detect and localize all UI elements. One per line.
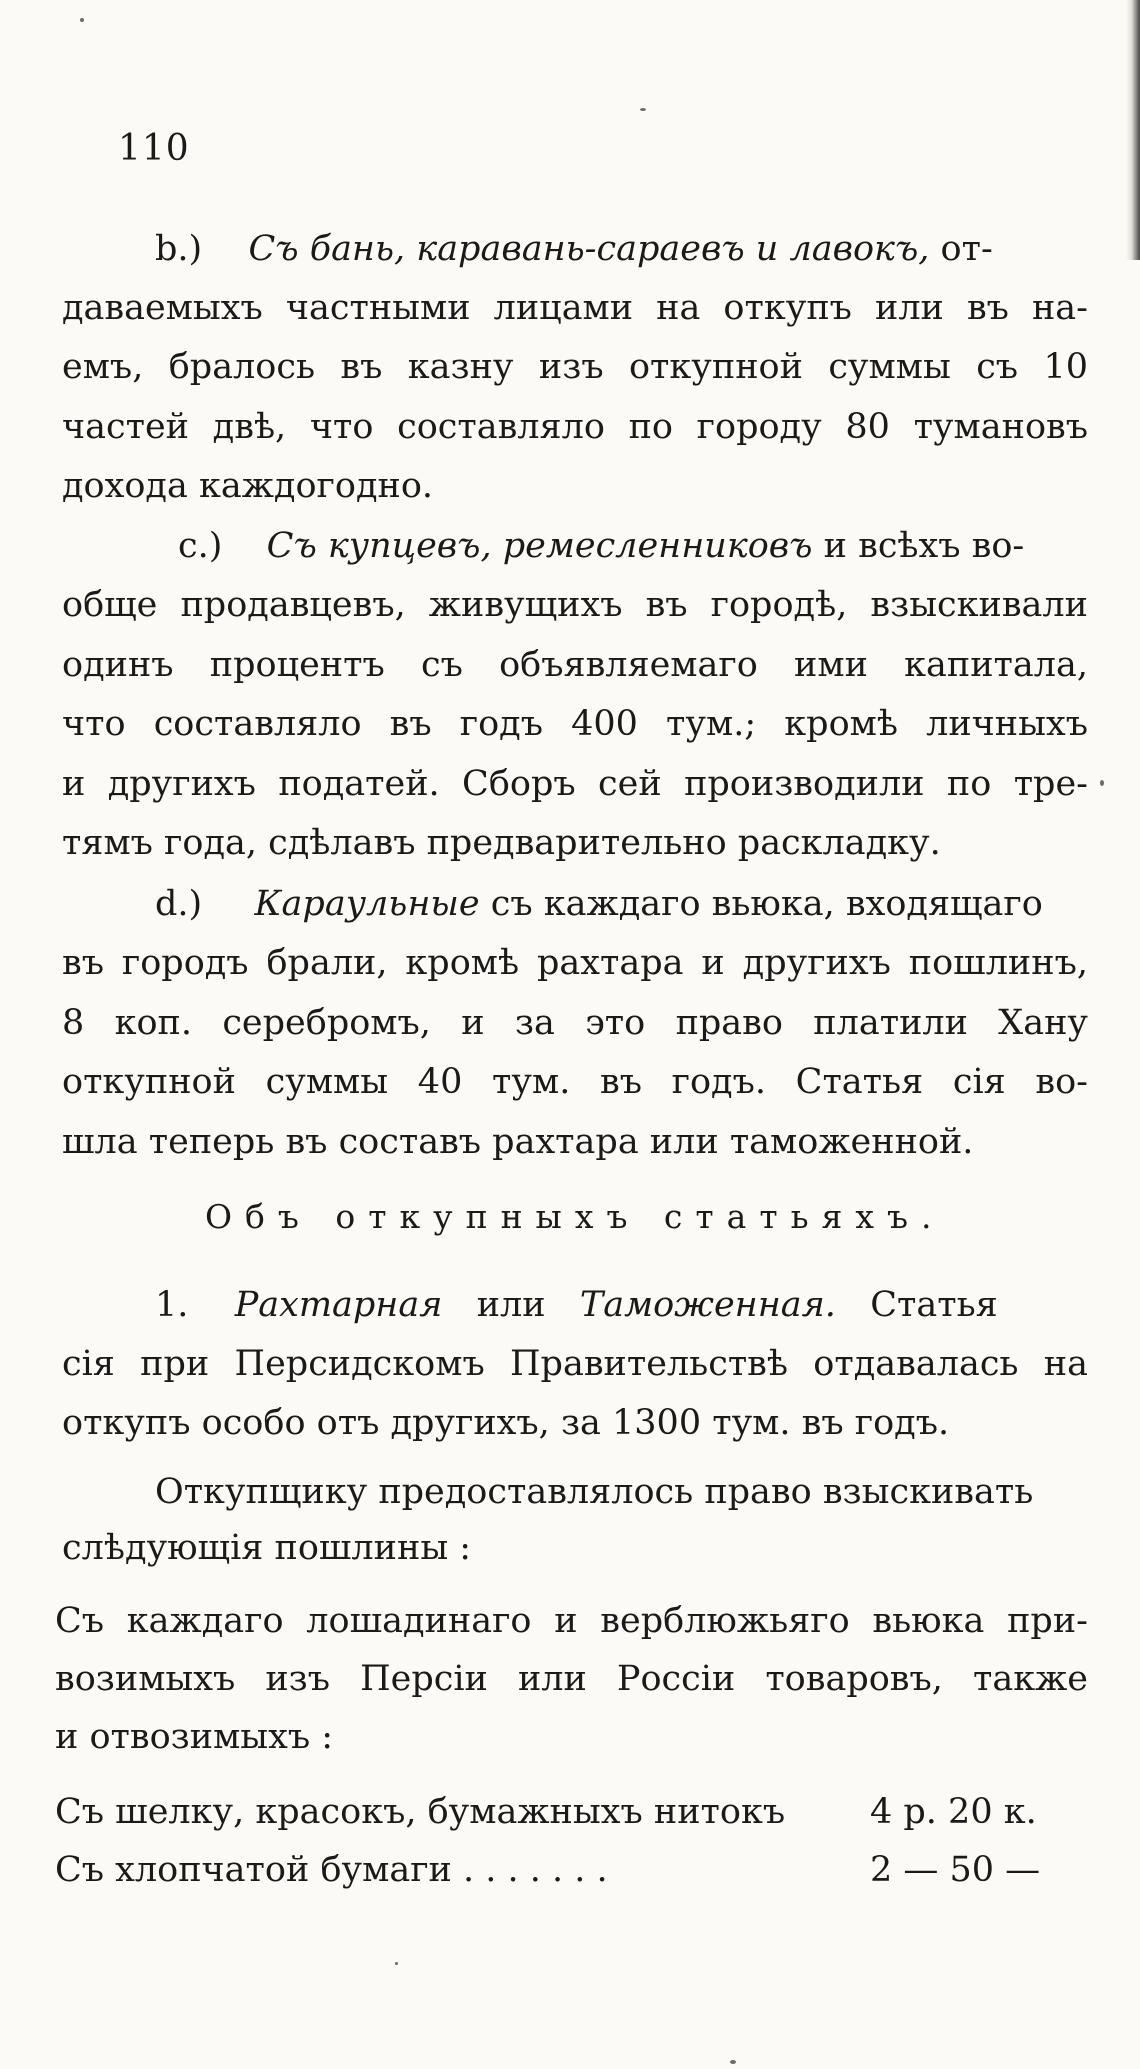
- paper-speck: [730, 2060, 736, 2064]
- para-d-line-3: 8 коп. серебромъ, и за это право платили Хану: [62, 1003, 1088, 1043]
- para-b-line-3: емъ, бралось въ казну изъ откупной суммы съ 10: [62, 347, 1088, 387]
- para-1-line-1: [155, 1281, 998, 1329]
- section-heading: Объ откупныхъ статьяхъ.: [205, 1197, 945, 1236]
- tariff-price: 4 р. 20 к.: [870, 1792, 1037, 1832]
- para-b-line-5: дохода каждогодно.: [62, 466, 434, 506]
- para-b-line-2: даваемыхъ частными лицами на откупъ или въ на-: [62, 288, 1088, 328]
- para-b-line-1: [155, 225, 993, 273]
- para-c-line-2: обще продавцевъ, живущихъ въ городѣ, взыскивали: [62, 585, 1088, 625]
- para-d-line-4: откупной суммы 40 тум. въ годъ. Статья сія во-: [62, 1062, 1088, 1102]
- para-c-italic: Съ купцевъ, ремесленниковъ: [266, 526, 813, 566]
- para-c-line-5: и другихъ податей. Сборъ сей производили по тре-: [62, 764, 1088, 804]
- para-3-line-1: Съ каждаго лошадинаго и верблюжьяго вьюка при-: [55, 1601, 1088, 1641]
- para-d-italic: Караульные: [254, 884, 480, 924]
- para-1-italic-a: Рахтарная: [234, 1285, 443, 1325]
- para-2-line-1: Откупщику предоставлялось право взыскивать: [155, 1472, 1034, 1512]
- paper-speck: [80, 18, 84, 22]
- para-b-line-4: частей двѣ, что составляло по городу 80 тумановъ: [62, 407, 1088, 447]
- para-b-italic: Съ бань, каравань-сараевъ и лавокъ,: [248, 229, 930, 269]
- page-number: 110: [118, 128, 190, 169]
- para-2-line-2: слѣдующія пошлины :: [62, 1528, 472, 1568]
- para-c-marker: c.): [178, 526, 223, 566]
- paper-speck: [395, 1962, 398, 1965]
- para-1-line-3: откупъ особо отъ другихъ, за 1300 тум. въ годъ.: [62, 1403, 950, 1443]
- para-d-line-5: шла теперь въ составъ рахтара или таможенной.: [62, 1122, 974, 1162]
- para-c-line-4: что составляло въ годъ 400 тум.; кромѣ личныхъ: [62, 704, 1088, 744]
- para-d-marker: d.): [155, 884, 203, 924]
- tariff-price: 2 — 50 —: [870, 1850, 1041, 1890]
- page-edge-shadow: [1126, 0, 1140, 260]
- para-1-rest: Статья: [870, 1285, 998, 1325]
- para-c-line-6: тямъ года, сдѣлавъ предварительно раскладку.: [62, 823, 941, 863]
- tariff-item: Съ шелку, красокъ, бумажныхъ нитокъ: [55, 1792, 786, 1832]
- para-b-rest: от-: [940, 229, 993, 269]
- tariff-item: Съ хлопчатой бумаги . . . . . . .: [55, 1850, 608, 1890]
- para-c-line-1: [178, 522, 1024, 570]
- para-b-marker: b.): [155, 229, 203, 269]
- para-d-line-2: въ городъ брали, кромѣ рахтара и другихъ пошлинъ,: [62, 943, 1088, 983]
- para-3-line-2: возимыхъ изъ Персіи или Россіи товаровъ, также: [55, 1659, 1088, 1699]
- para-3-line-3: и отвозимыхъ :: [55, 1717, 334, 1757]
- paper-speck: [1100, 780, 1104, 786]
- para-d-line-1: [155, 880, 1043, 928]
- para-c-line-3: одинъ процентъ съ объявляемаго ими капитала,: [62, 645, 1088, 685]
- para-1-italic-b: Таможенная.: [579, 1285, 836, 1325]
- para-1-marker: 1.: [155, 1285, 189, 1325]
- paper-speck: [640, 108, 646, 111]
- para-c-rest: и всѣхъ во-: [823, 526, 1025, 566]
- para-1-conj: или: [476, 1285, 546, 1325]
- para-1-line-2: сія при Персидскомъ Правительствѣ отдавалась на: [62, 1344, 1088, 1384]
- para-d-rest: съ каждаго вьюка, входящаго: [490, 884, 1043, 924]
